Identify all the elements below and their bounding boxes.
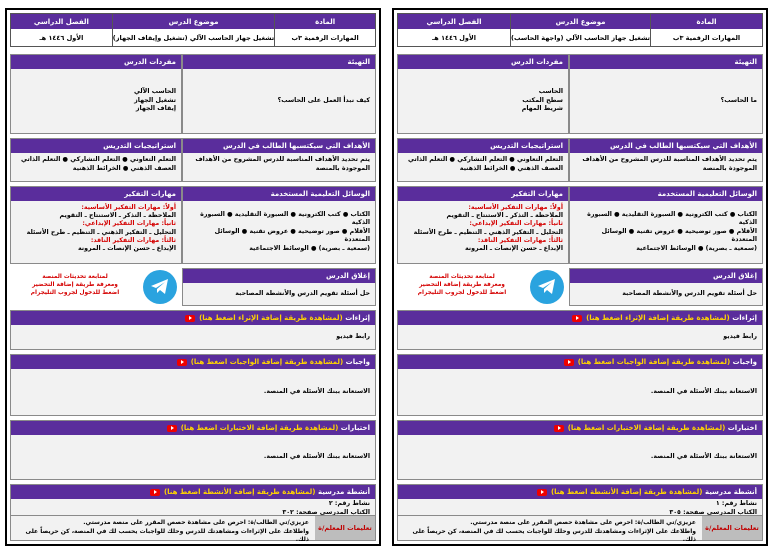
tools-line: (سمعية ـ بصرية) ● الوسائط الاجتماعية — [249, 244, 370, 252]
telegram-promo[interactable] — [13, 274, 137, 297]
tools-title: الوسائل التعليمية المستخدمة — [570, 187, 762, 201]
topic-label: موضوع الدرس — [112, 14, 274, 29]
intro-text: كيف نبدأ العمل على الحاسب؟ — [277, 96, 370, 104]
term-label: الفصل الدراسي — [398, 14, 510, 29]
thinking-line: الملاحظة ـ التذكر ـ الاستنتاج ـ التقويم — [59, 212, 176, 220]
header-table — [10, 13, 376, 47]
strategies-line: التعلم التعاوني ● التعلم التشاركي ● التعلم الذاتي — [407, 156, 563, 163]
vocab-title: مفردات الدرس — [11, 55, 181, 69]
homework-section — [10, 354, 376, 416]
strategies-title: استراتيجيات التدريس — [398, 139, 568, 153]
instructions-line: واطلاعك على الإثراءات ومشاهدتك للدرس وحلك للواجبات يحسب لك في المنصة، كن حريصاً على ذلك. — [412, 527, 696, 544]
goals-text: يتم تحديد الأهداف المناسبة للدرس المشروح من الأهداف الموجودة بالمنصة — [195, 156, 370, 172]
intro-title: التهيئة — [570, 55, 762, 69]
tests-text: الاستعانة ببنك الأسئلة في المنصة. — [263, 452, 370, 460]
closing-text: حل أسئلة تقويم الدرس والأنشطة المصاحبة — [235, 289, 370, 297]
term-value: الأول ١٤٤٦ هـ — [398, 29, 510, 46]
enrich-text: رابط فيديو — [723, 332, 757, 340]
promo-line: لمتابعة تحديثات المنصة — [429, 274, 495, 280]
intro-section — [569, 54, 763, 134]
closing-title: إغلاق الدرس — [570, 269, 762, 283]
subject-label: المادة — [274, 14, 375, 29]
thinking-heading: ثانياً: مهارات التفكير الإبداعي: — [82, 220, 176, 228]
enrich-text: رابط فيديو — [336, 332, 370, 340]
thinking-line: الإبداع ـ حسن الإنصات ـ المرونة — [464, 244, 563, 252]
telegram-icon[interactable] — [143, 270, 177, 304]
thinking-section — [397, 186, 569, 264]
teacher-instructions — [397, 515, 763, 544]
homework-section — [397, 354, 763, 416]
thinking-line: الإبداع ـ حسن الإنصات ـ المرونة — [77, 244, 176, 252]
goals-title: الأهداف التي سيكتسبها الطالب في الدرس — [570, 139, 762, 153]
thinking-heading: ثالثاً: مهارات التفكير الناقد: — [90, 236, 176, 244]
instructions-label: تعليمات المعلم/ة — [702, 516, 762, 540]
intro-title: التهيئة — [183, 55, 375, 69]
homework-title: واجبات — [732, 358, 757, 366]
enrich-section — [397, 310, 763, 350]
promo-line: اضغط للدخول لجروب التليجرام — [30, 289, 120, 296]
youtube-icon[interactable] — [564, 359, 574, 366]
homework-title: واجبات — [345, 358, 370, 366]
activities-section — [397, 484, 763, 516]
goals-title: الأهداف التي سيكتسبها الطالب في الدرس — [183, 139, 375, 153]
vocab-title: مفردات الدرس — [398, 55, 568, 69]
youtube-icon[interactable] — [554, 425, 564, 432]
topic-value: تشغيل جهاز الحاسب الآلي (واجهة الحاسب) — [510, 29, 650, 46]
topic-value: تشغيل جهاز الحاسب الآلي (تشغيل وإيقاف الجهاز) — [112, 29, 274, 46]
activities-line: الكتاب المدرسي صفحة: ٣٠٢ — [282, 508, 370, 516]
tools-section — [569, 186, 763, 264]
intro-section — [182, 54, 376, 134]
vocab-item: الحاسب — [538, 88, 563, 96]
enrich-title: إثراءات — [732, 314, 757, 322]
tests-title: اختبارات — [340, 424, 370, 432]
promo-line: ومعرفة طريقة إضافة التحضير — [32, 281, 118, 288]
instructions-line: عزيزي/تي الطالب/ة: احرص على مشاهدة حصص المقرر على منصة مدرستي. — [470, 519, 696, 526]
instructions-line: واطلاعك على الإثراءات ومشاهدتك للدرس وحلك للواجبات يحسب لك في المنصة، كن حريصاً على ذلك. — [25, 527, 309, 544]
intro-text: ما الحاسب؟ — [720, 96, 757, 104]
strategies-section — [397, 138, 569, 182]
enrich-link[interactable]: (لمشاهدة طريقة إضافة الإثراء اضغط هنا) — [586, 314, 730, 322]
goals-text: يتم تحديد الأهداف المناسبة للدرس المشروح من الأهداف الموجودة بالمنصة — [582, 156, 757, 172]
activities-section — [10, 484, 376, 516]
youtube-icon[interactable] — [185, 315, 195, 322]
tests-link[interactable]: (لمشاهدة طريقة إضافة الاختبارات اضغط هنا) — [180, 424, 339, 432]
activities-title: أنشطة مدرسية — [704, 488, 757, 496]
promo-line: لمتابعة تحديثات المنصة — [42, 274, 108, 280]
tests-section — [10, 420, 376, 480]
activities-title: أنشطة مدرسية — [317, 488, 370, 496]
tools-title: الوسائل التعليمية المستخدمة — [183, 187, 375, 201]
homework-text: الاستعانة ببنك الأسئلة في المنصة. — [650, 387, 757, 395]
vocab-item: الحاسب الآلي — [133, 88, 176, 96]
strategies-line: العصف الذهني ● الخرائط الذهنية — [72, 164, 176, 172]
tools-section — [182, 186, 376, 264]
subject-label: المادة — [650, 14, 762, 29]
vocab-section — [10, 54, 182, 134]
activities-link[interactable]: (لمشاهدة طريقة إضافة الأنشطة اضغط هنا) — [550, 488, 703, 496]
subject-value: المهارات الرقمية ٣ب — [650, 29, 762, 46]
youtube-icon[interactable] — [572, 315, 582, 322]
strategies-title: استراتيجيات التدريس — [11, 139, 181, 153]
lesson-plan-page-2 — [5, 8, 381, 546]
lesson-plan-page-1 — [392, 8, 768, 546]
homework-text: الاستعانة ببنك الأسئلة في المنصة. — [263, 387, 370, 395]
term-value: الأول ١٤٤٦ هـ — [11, 29, 112, 46]
youtube-icon[interactable] — [167, 425, 177, 432]
youtube-icon[interactable] — [177, 359, 187, 366]
thinking-line: التحليل ـ التفكير الذهني ـ التنظيم ـ طرح الأسئلة — [413, 228, 563, 236]
homework-link[interactable]: (لمشاهدة طريقة إضافة الواجبات اضغط هنا) — [577, 358, 731, 366]
closing-section — [182, 268, 376, 306]
closing-section — [569, 268, 763, 306]
telegram-icon[interactable] — [530, 270, 564, 304]
thinking-section — [10, 186, 182, 264]
enrich-link[interactable]: (لمشاهدة طريقة إضافة الإثراء اضغط هنا) — [199, 314, 343, 322]
homework-link[interactable]: (لمشاهدة طريقة إضافة الواجبات اضغط هنا) — [190, 358, 344, 366]
thinking-title: مهارات التفكير — [11, 187, 181, 201]
tools-line: الكتاب ● كتب الكترونية ● السبورة التقليدية ● السبورة الذكية — [587, 210, 757, 227]
thinking-heading: ثالثاً: مهارات التفكير الناقد: — [477, 236, 563, 244]
header-table — [397, 13, 763, 47]
tests-text: الاستعانة ببنك الأسئلة في المنصة. — [650, 452, 757, 460]
activities-line: الكتاب المدرسي صفحة: ٣٠٥ — [669, 508, 757, 516]
tests-section — [397, 420, 763, 480]
strategies-line: التعلم التعاوني ● التعلم التشاركي ● التعلم الذاتي — [20, 156, 176, 163]
goals-section — [569, 138, 763, 182]
tools-line: (سمعية ـ بصرية) ● الوسائط الاجتماعية — [636, 244, 757, 252]
goals-section — [182, 138, 376, 182]
telegram-promo[interactable] — [400, 274, 524, 297]
enrich-title: إثراءات — [345, 314, 370, 322]
activities-line: نشاط رقم: ٢ — [328, 500, 370, 507]
promo-line: ومعرفة طريقة إضافة التحضير — [419, 281, 505, 288]
vocab-item: تشغيل الجهاز — [134, 96, 176, 104]
youtube-icon[interactable] — [150, 489, 160, 496]
activities-line: نشاط رقم: ١ — [715, 500, 757, 507]
instructions-line: عزيزي/تي الطالب/ة: احرص على مشاهدة حصص المقرر على منصة مدرستي. — [83, 519, 309, 526]
tools-line: الكتاب ● كتب الكترونية ● السبورة التقليدية ● السبورة الذكية — [200, 210, 370, 227]
strategies-section — [10, 138, 182, 182]
instructions-label: تعليمات المعلم/ة — [315, 516, 375, 540]
vocab-item: شريط المهام — [521, 105, 563, 113]
closing-title: إغلاق الدرس — [183, 269, 375, 283]
thinking-line: التحليل ـ التفكير الذهني ـ التنظيم ـ طرح الأسئلة — [26, 228, 176, 236]
topic-label: موضوع الدرس — [510, 14, 650, 29]
closing-text: حل أسئلة تقويم الدرس والأنشطة المصاحبة — [622, 289, 757, 297]
vocab-section — [397, 54, 569, 134]
subject-value: المهارات الرقمية ٣ب — [274, 29, 375, 46]
thinking-heading: ثانياً: مهارات التفكير الإبداعي: — [469, 220, 563, 228]
vocab-item: سطح المكتب — [522, 96, 563, 104]
thinking-line: الملاحظة ـ التذكر ـ الاستنتاج ـ التقويم — [446, 212, 563, 220]
tools-line: الأقلام ● صور توضيحية ● عروض تقنية ● الوسائل المتعددة — [601, 227, 757, 244]
promo-line: اضغط للدخول لجروب التليجرام — [417, 289, 507, 296]
term-label: الفصل الدراسي — [11, 14, 112, 29]
thinking-heading: أولاً: مهارات التفكير الأساسية: — [468, 204, 563, 211]
teacher-instructions — [10, 515, 376, 544]
youtube-icon[interactable] — [537, 489, 547, 496]
tests-link[interactable]: (لمشاهدة طريقة إضافة الاختبارات اضغط هنا) — [567, 424, 726, 432]
enrich-section — [10, 310, 376, 350]
strategies-line: العصف الذهني ● الخرائط الذهنية — [459, 164, 563, 172]
thinking-heading: أولاً: مهارات التفكير الأساسية: — [81, 204, 176, 211]
activities-link[interactable]: (لمشاهدة طريقة إضافة الأنشطة اضغط هنا) — [163, 488, 316, 496]
vocab-item: إيقاف الجهاز — [135, 105, 176, 113]
tools-line: الأقلام ● صور توضيحية ● عروض تقنية ● الوسائل المتعددة — [214, 227, 370, 244]
thinking-title: مهارات التفكير — [398, 187, 568, 201]
tests-title: اختبارات — [727, 424, 757, 432]
